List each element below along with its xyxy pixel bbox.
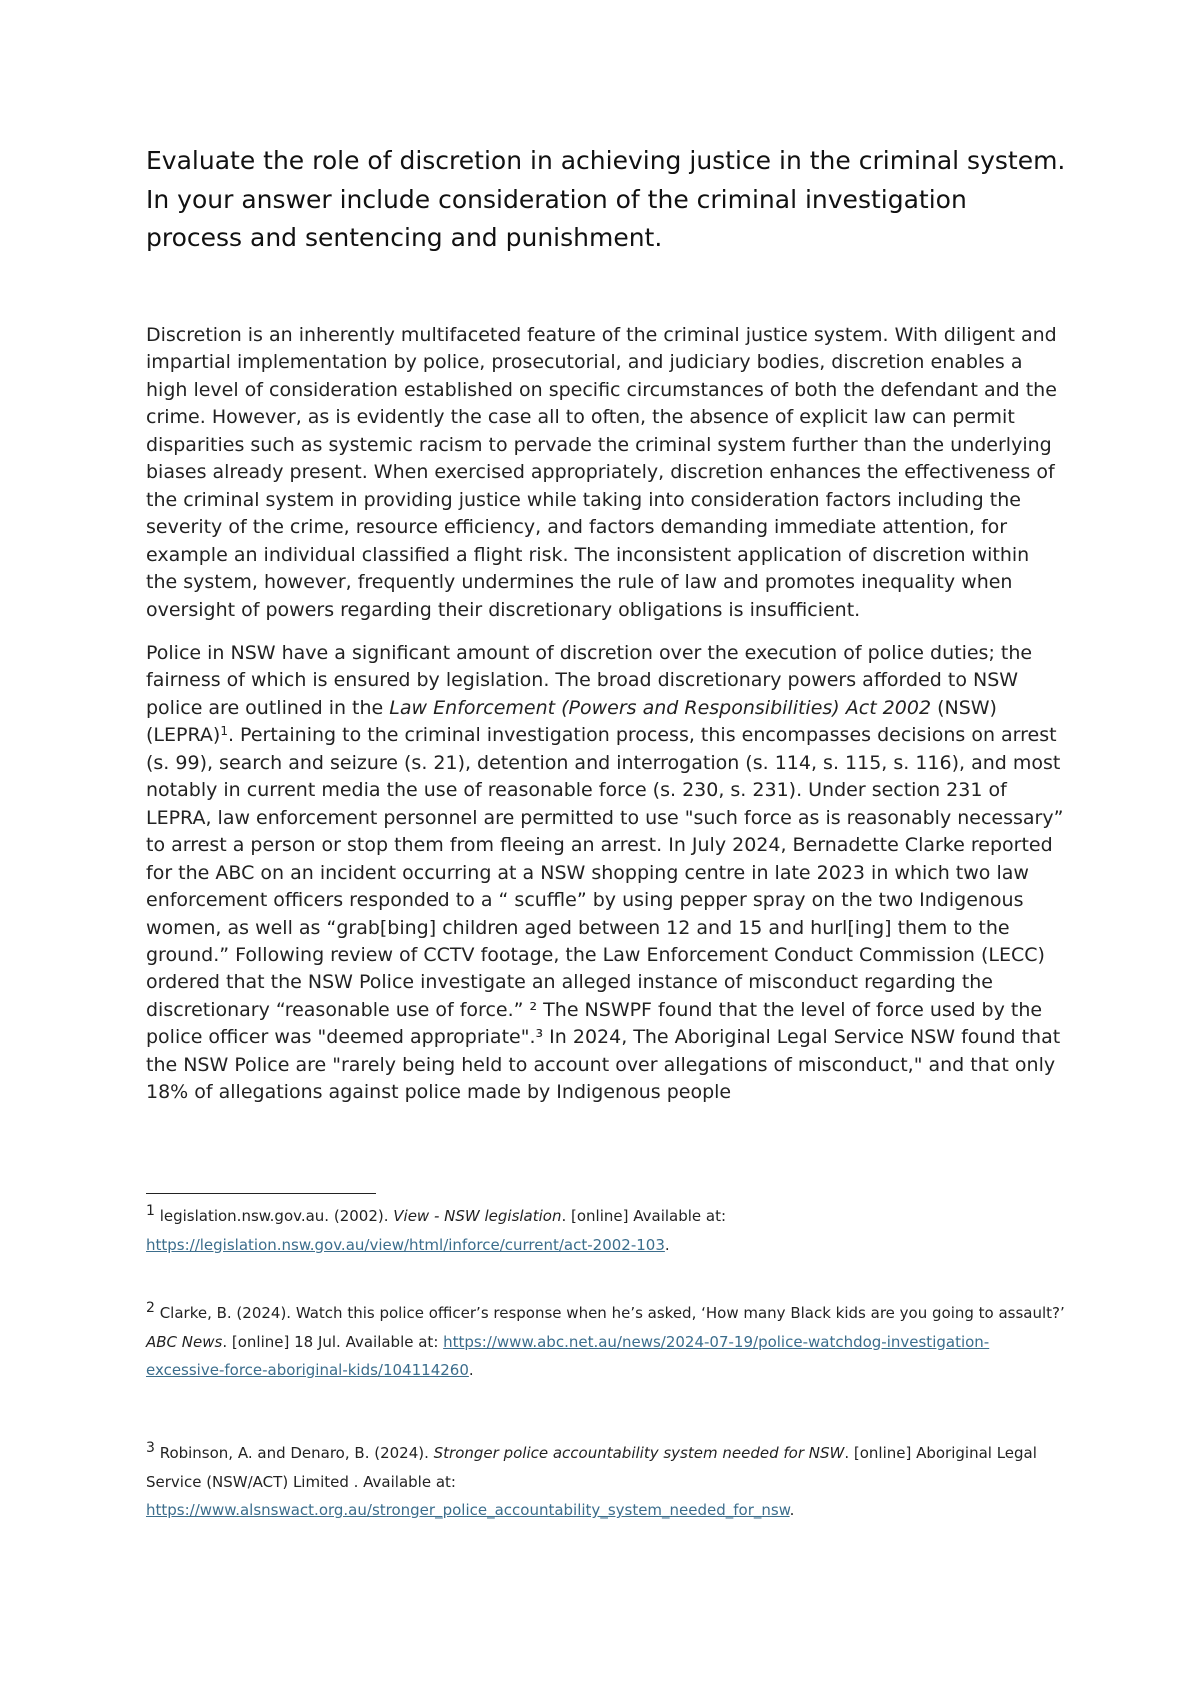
footnote-text: . xyxy=(664,1235,670,1254)
footnote-text: . [online] Aboriginal Legal Service (NSW/ACT) Limited . Available at: xyxy=(146,1444,1037,1491)
footnote-2-link[interactable]: https://www.abc.net.au/news/2024-07-19/police-watchdog-investigation-excessive-force-aboriginal-kids/104114260 xyxy=(146,1332,990,1379)
paragraph-intro: Discretion is an inherently multifaceted feature of the criminal justice system. With diligent and impartial implementation by police, prosecutorial, and judiciary bodies, discretion enables a high level of consideration established on specific circumstances of both the defendant and the crime. However, as is evidently the case all to often, the absence of explicit law can permit disparities such as systemic racism to pervade the criminal system further than the underlying biases already present. When exercised appropriately, discretion enhances the effectiveness of the criminal system in providing justice while taking into consideration factors including the severity of the crime, resource efficiency, and factors demanding immediate attention, for example an individual classified a flight risk. The inconsistent application of discretion within the system, however, frequently undermines the rule of law and promotes inequality when oversight of powers regarding their discretionary obligations is insufficient. xyxy=(146,324,1057,621)
footnote-3 xyxy=(146,1439,1066,1525)
footnote-ref-1: 1 xyxy=(220,724,228,739)
footnote-text: . [online] Available at: xyxy=(561,1207,727,1225)
footnote-3-link[interactable]: https://www.alsnswact.org.au/stronger_police_accountability_system_needed_for_nsw xyxy=(146,1501,790,1519)
footnote-text: Clarke, B. (2024). Watch this police officer’s response when he’s asked, ‘How many Black kids are you going to assault?’ xyxy=(154,1304,1065,1322)
footnote-text: legislation.nsw.gov.au. (2002). xyxy=(154,1207,394,1225)
footnote-number: 2 xyxy=(146,1300,155,1316)
footnote-ref-3: ³ xyxy=(535,1026,544,1049)
footnote-separator xyxy=(146,1193,376,1194)
footnote-text: . xyxy=(789,1501,795,1519)
footnote-1 xyxy=(146,1202,1066,1259)
essay-body xyxy=(146,322,1066,1123)
footnote-text: . xyxy=(468,1361,474,1379)
paragraph-text: (NSW)(LEPRA) xyxy=(146,696,997,747)
footnote-number: 3 xyxy=(146,1440,155,1456)
footnote-title: ABC News xyxy=(146,1332,223,1351)
paragraph-text: Police in NSW have a significant amount of discretion over the execution of police duties; the fairness of which is ensured by legislation. The broad discretionary powers afforded to NSW police are outlined in the xyxy=(146,641,1033,719)
footnote-number: 1 xyxy=(146,1203,155,1219)
document-page xyxy=(146,0,1066,1696)
footnote-text: . [online] 18 Jul. Available at: xyxy=(222,1332,444,1351)
footnote-2 xyxy=(146,1299,1066,1385)
footnote-ref-2: ² xyxy=(529,998,538,1021)
paragraph-text: The NSWPF found that the level of force used by the police officer was "deemed appropriate". xyxy=(146,998,1043,1049)
essay-question-title: Evaluate the role of discretion in achieving justice in the criminal system. In your answer include consideration of the criminal investigation process and sentencing and punishment. xyxy=(146,146,1066,252)
paragraph-text: In 2024, The Aboriginal Legal Service NSW found that the NSW Police are "rarely being held to account over allegations of misconduct," and that only 18% of allegations against police made by Indigenous people xyxy=(146,1026,1061,1104)
footnote-text: Robinson, A. and Denaro, B. (2024). xyxy=(154,1444,434,1462)
footnote-title: View - NSW legislation xyxy=(393,1207,562,1225)
footnote-1-link[interactable]: https://legislation.nsw.gov.au/view/html/inforce/current/act-2002-103 xyxy=(146,1235,665,1254)
paragraph-text: . Pertaining to the criminal investigation process, this encompasses decisions on arrest (s. 99), search and seizure (s. 21), detention and interrogation (s. 114, s. 115, s. 116), and most notably in current media the use of reasonable force (s. 230, s. 231). Under section 231 of LEPRA, law enforcement personnel are permitted to use "such force as is reasonably necessary” to arrest a person or stop them from fleeing an arrest. In July 2024, Bernadette Clarke reported for the ABC on an incident occurring at a NSW shopping centre in late 2023 in which two law enforcement officers responded to a “ scuffle” by using pepper spray on the two Indigenous women, as well as “grab[bing] children aged between 12 and 15 and hurl[ing] them to the ground.” Following review of CCTV footage, the Law Enforcement Conduct Commission (LECC) ordered that the NSW Police investigate an alleged instance of misconduct regarding the discretionary “reasonable use of force.” xyxy=(146,724,1064,1021)
paragraph-police-discretion xyxy=(146,640,1066,1107)
act-name: Law Enforcement (Powers and Responsibilities) Act 2002 xyxy=(389,696,932,719)
footnote-title: Stronger police accountability system needed for NSW xyxy=(433,1444,845,1462)
